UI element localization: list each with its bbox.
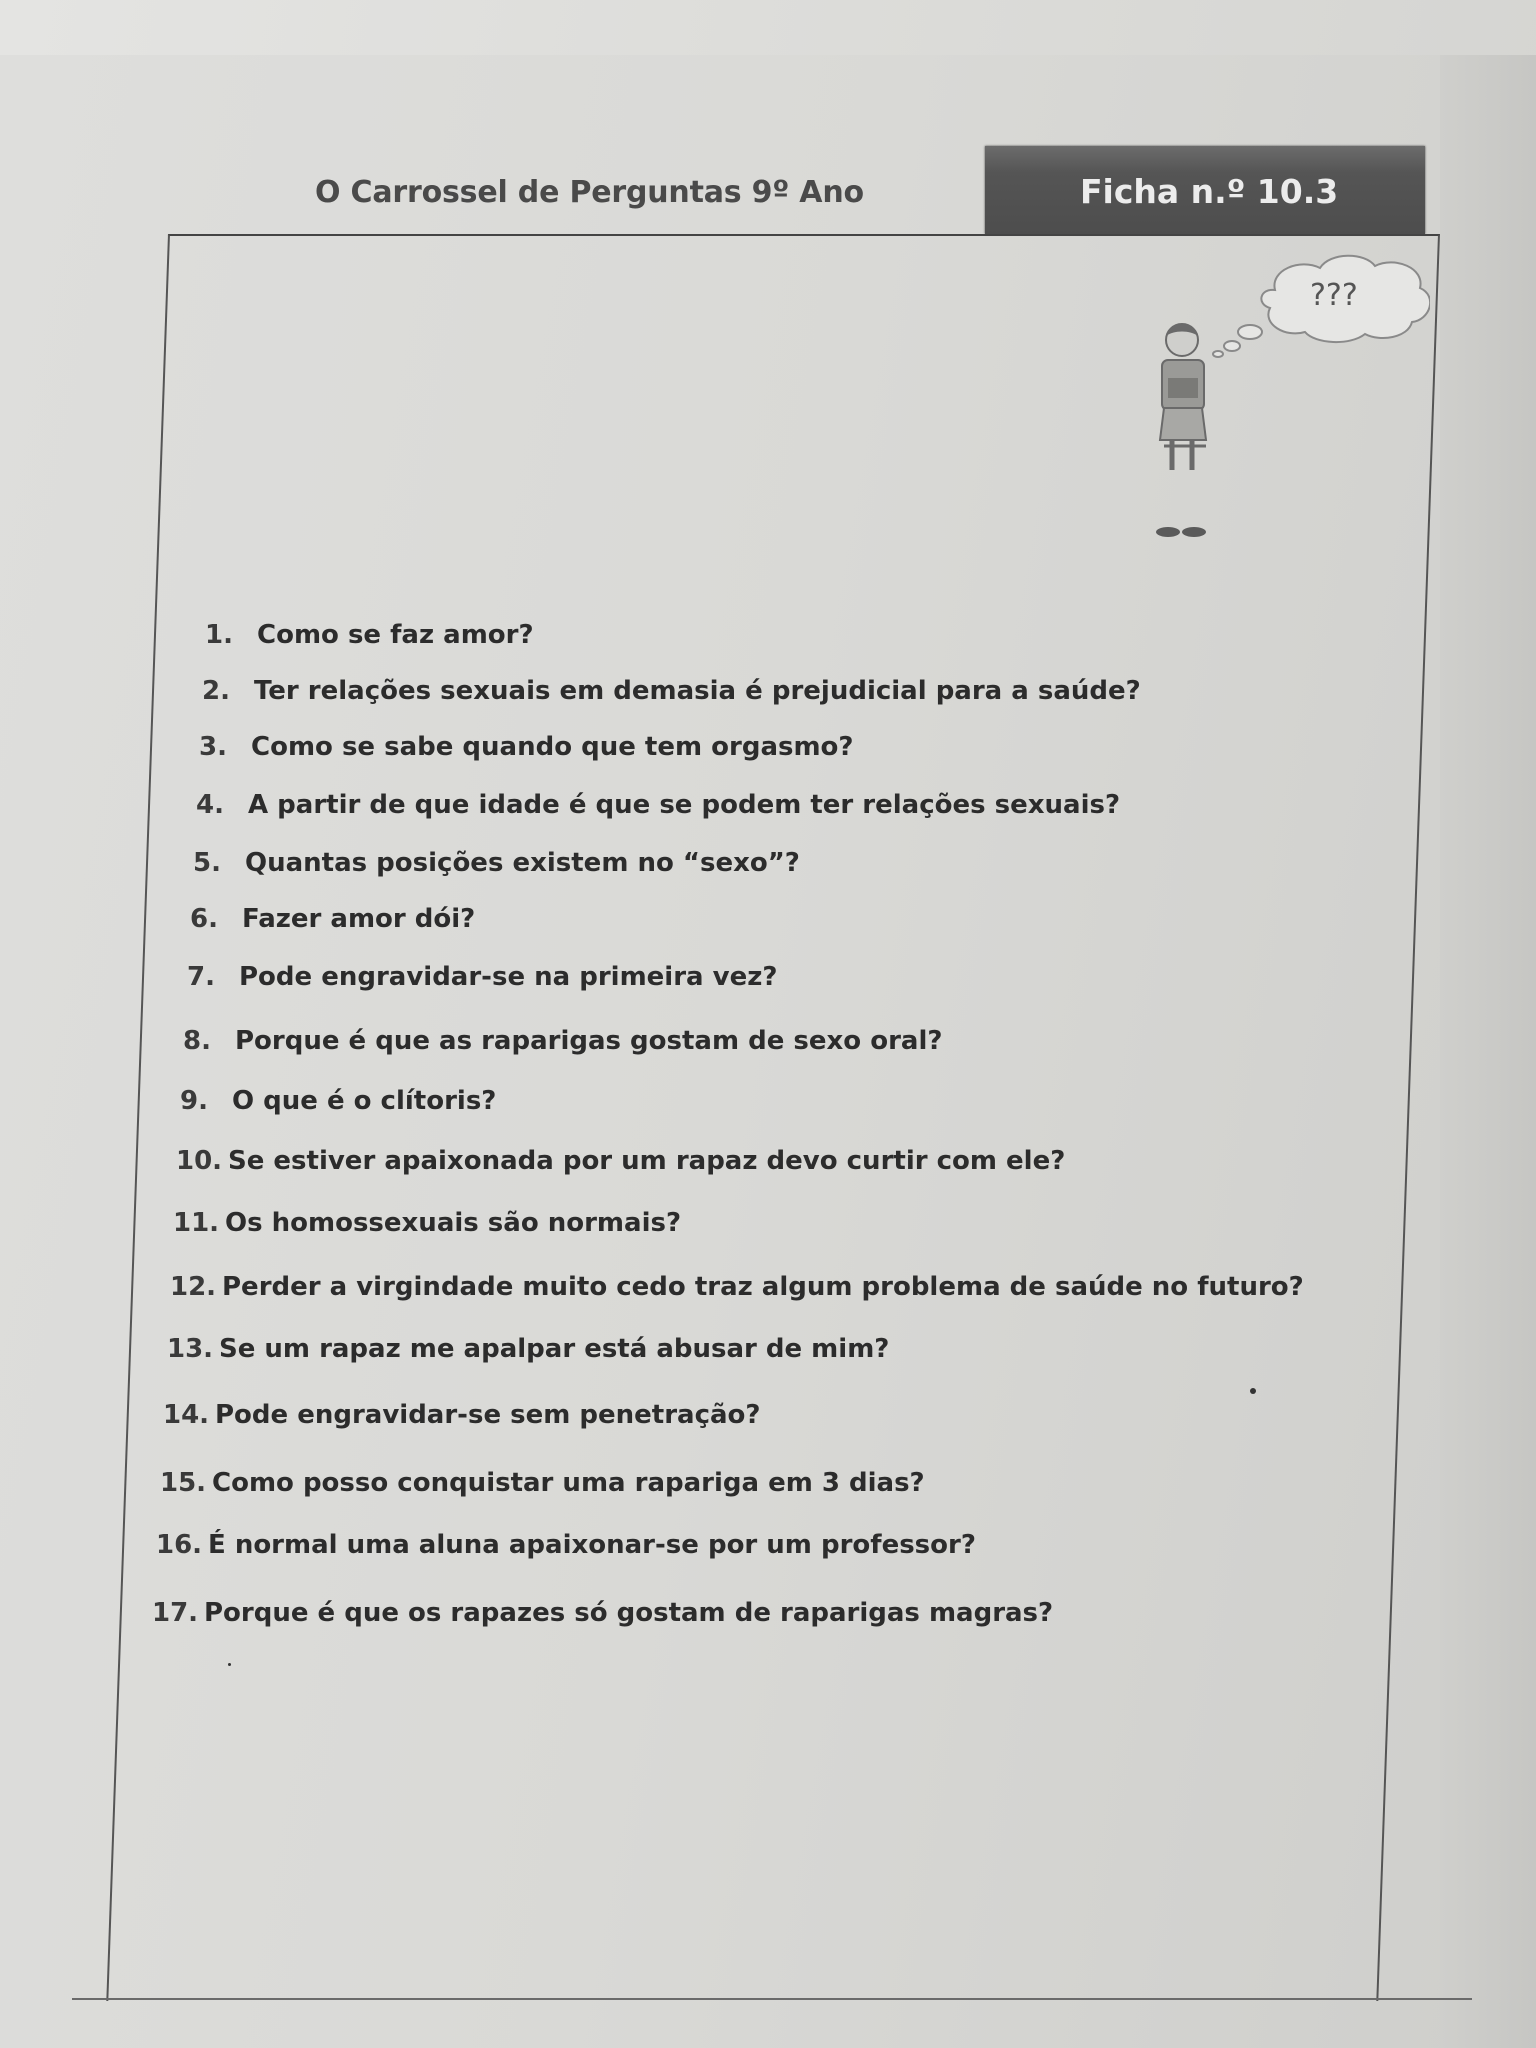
list-item: 5. Quantas posições existem no “sexo”? bbox=[193, 848, 800, 878]
list-item: 10. Se estiver apaixonada por um rapaz devo curtir com ele? bbox=[176, 1146, 1066, 1176]
list-item: 4. A partir de que idade é que se podem ter relações sexuais? bbox=[196, 790, 1121, 820]
thought-bubble-text: ??? bbox=[1310, 278, 1358, 313]
worksheet-title: O Carrossel de Perguntas 9º Ano bbox=[315, 175, 864, 210]
list-item: 12. Perder a virgindade muito cedo traz algum problema de saúde no futuro? bbox=[170, 1272, 1304, 1302]
frame-bottom-line bbox=[72, 1998, 1472, 2000]
list-item: 17. Porque é que os rapazes só gostam de raparigas magras? bbox=[152, 1598, 1054, 1628]
thinking-person-icon bbox=[1150, 250, 1430, 554]
list-item: 11. Os homossexuais são normais? bbox=[173, 1208, 682, 1238]
paper-speck bbox=[228, 1663, 231, 1666]
paper-speck bbox=[1250, 1388, 1256, 1394]
list-item: 8. Porque é que as raparigas gostam de sexo oral? bbox=[183, 1026, 943, 1056]
list-item: 1. Como se faz amor? bbox=[205, 620, 534, 650]
sheet-number-label: Ficha n.º 10.3 bbox=[1080, 172, 1339, 211]
background-sheet bbox=[1440, 55, 1536, 2048]
list-item: 15. Como posso conquistar uma rapariga em 3 dias? bbox=[160, 1468, 925, 1498]
sheet-number-box bbox=[985, 146, 1425, 234]
list-item: 7. Pode engravidar-se na primeira vez? bbox=[187, 962, 778, 992]
list-item: 2. Ter relações sexuais em demasia é prejudicial para a saúde? bbox=[202, 676, 1141, 706]
list-item: 3. Como se sabe quando que tem orgasmo? bbox=[199, 732, 854, 762]
list-item: 9. O que é o clítoris? bbox=[180, 1086, 497, 1116]
list-item: 16. É normal uma aluna apaixonar-se por um professor? bbox=[156, 1530, 976, 1560]
list-item: 6. Fazer amor dói? bbox=[190, 904, 476, 934]
list-item: 13. Se um rapaz me apalpar está abusar de mim? bbox=[167, 1334, 890, 1364]
list-item: 14. Pode engravidar-se sem penetração? bbox=[163, 1400, 761, 1430]
